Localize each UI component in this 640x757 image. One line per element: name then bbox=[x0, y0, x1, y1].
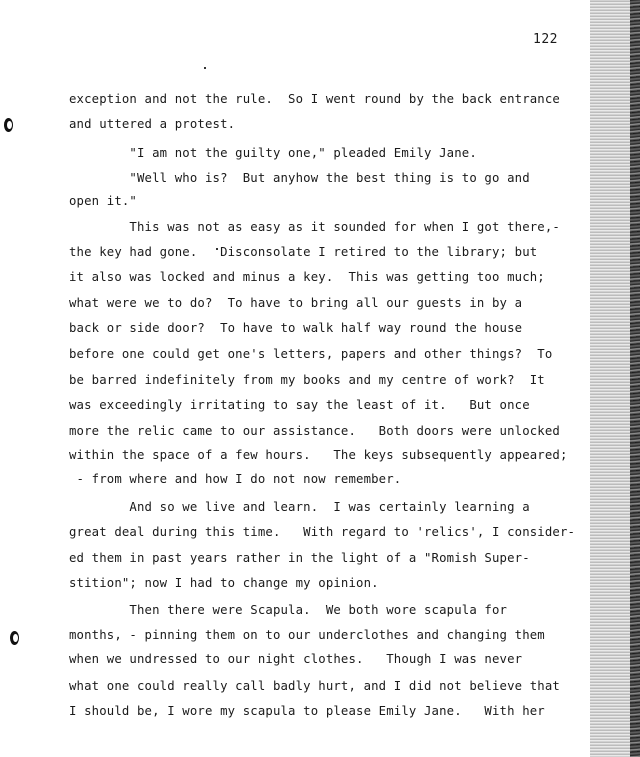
text-line: more the relic came to our assistance. Both doors were unlocked bbox=[69, 424, 560, 438]
text-line: - from where and how I do not now remember. bbox=[69, 472, 402, 486]
text-line: I should be, I wore my scapula to please Emily Jane. With her bbox=[69, 704, 545, 718]
text-line: And so we live and learn. I was certainly learning a bbox=[69, 500, 530, 514]
scan-speck bbox=[204, 67, 206, 69]
text-line: what one could really call badly hurt, and I did not believe that bbox=[69, 679, 560, 693]
text-line: great deal during this time. With regard to 'relics', I consider- bbox=[69, 525, 576, 539]
text-line: it also was locked and minus a key. This was getting too much; bbox=[69, 270, 545, 284]
text-line: before one could get one's letters, papers and other things? To bbox=[69, 347, 553, 361]
text-line: "I am not the guilty one," pleaded Emily Jane. bbox=[69, 146, 477, 160]
text-line: when we undressed to our night clothes. Though I was never bbox=[69, 652, 523, 666]
text-line: "Well who is? But anyhow the best thing is to go and bbox=[69, 171, 530, 185]
page-number: 122 bbox=[533, 32, 558, 47]
text-line: exception and not the rule. So I went round by the back entrance bbox=[69, 92, 560, 106]
text-line: the key had gone. Disconsolate I retired to the library; but bbox=[69, 245, 538, 259]
text-line: ed them in past years rather in the light of a "Romish Super- bbox=[69, 551, 530, 565]
text-line: within the space of a few hours. The keys subsequently appeared; bbox=[69, 448, 568, 462]
text-line: stition"; now I had to change my opinion. bbox=[69, 576, 379, 590]
text-line: be barred indefinitely from my books and my centre of work? It bbox=[69, 373, 545, 387]
text-line: open it." bbox=[69, 194, 137, 208]
punch-hole-bottom bbox=[10, 631, 19, 645]
punch-hole-top bbox=[4, 118, 13, 132]
text-line: and uttered a protest. bbox=[69, 117, 236, 131]
text-line: This was not as easy as it sounded for when I got there,- bbox=[69, 220, 560, 234]
text-line: Then there were Scapula. We both wore scapula for bbox=[69, 603, 508, 617]
text-line: was exceedingly irritating to say the least of it. But once bbox=[69, 398, 530, 412]
text-line: back or side door? To have to walk half way round the house bbox=[69, 321, 523, 335]
text-line: months, - pinning them on to our underclothes and changing them bbox=[69, 628, 545, 642]
scanned-page-edge bbox=[590, 0, 640, 757]
text-line: what were we to do? To have to bring all our guests in by a bbox=[69, 296, 523, 310]
